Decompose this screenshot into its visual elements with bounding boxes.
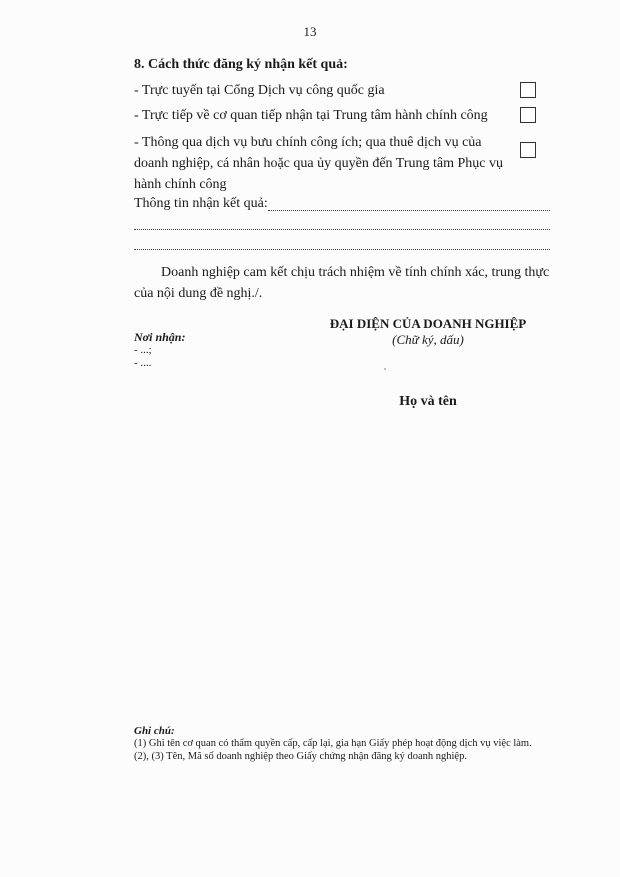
- checkbox-direct[interactable]: [520, 107, 536, 123]
- recipient-item: - ....: [134, 357, 152, 369]
- recipient-item: - ...;: [134, 344, 152, 356]
- result-info-line-3[interactable]: [134, 249, 550, 250]
- option-postal: - Thông qua dịch vụ bưu chính công ích; qua thuê dịch vụ của doanh nghiệp, cá nhân hoặc qua ủy quyền đến Trung tâm Phục vụ hành chính công: [134, 135, 503, 192]
- checkbox-postal[interactable]: [520, 142, 536, 158]
- name-label: Họ và tên: [399, 394, 457, 409]
- recipients-title: Nơi nhận:: [134, 330, 186, 344]
- option-direct: - Trực tiếp về cơ quan tiếp nhận tại Trung tâm hành chính công: [134, 108, 488, 123]
- result-info-line-2[interactable]: [134, 229, 550, 230]
- option-online: - Trực tuyến tại Cổng Dịch vụ công quốc gia: [134, 83, 385, 98]
- representative-title: ĐẠI DIỆN CỦA DOANH NGHIỆP: [329, 316, 527, 331]
- result-info-label: Thông tin nhận kết quả:: [134, 196, 268, 211]
- result-info-line-1[interactable]: [268, 210, 550, 211]
- note-item: (1) Ghi tên cơ quan có thẩm quyền cấp, cấp lại, gia hạn Giấy phép hoạt động dịch vụ việc làm.: [134, 738, 532, 749]
- note-item: (2), (3) Tên, Mã số doanh nghiệp theo Giấy chứng nhận đăng ký doanh nghiệp.: [134, 751, 467, 762]
- stamp-mark: [384, 368, 386, 370]
- commitment-text: Doanh nghiệp cam kết chịu trách nhiệm về tính chính xác, trung thực của nội dung đề nghị./.: [134, 265, 550, 301]
- section-title: 8. Cách thức đăng ký nhận kết quả:: [134, 57, 348, 72]
- notes-title: Ghi chú:: [134, 725, 175, 737]
- page-number: 13: [303, 24, 317, 39]
- signature-subtitle: (Chữ ký, dấu): [392, 332, 464, 347]
- checkbox-online[interactable]: [520, 82, 536, 98]
